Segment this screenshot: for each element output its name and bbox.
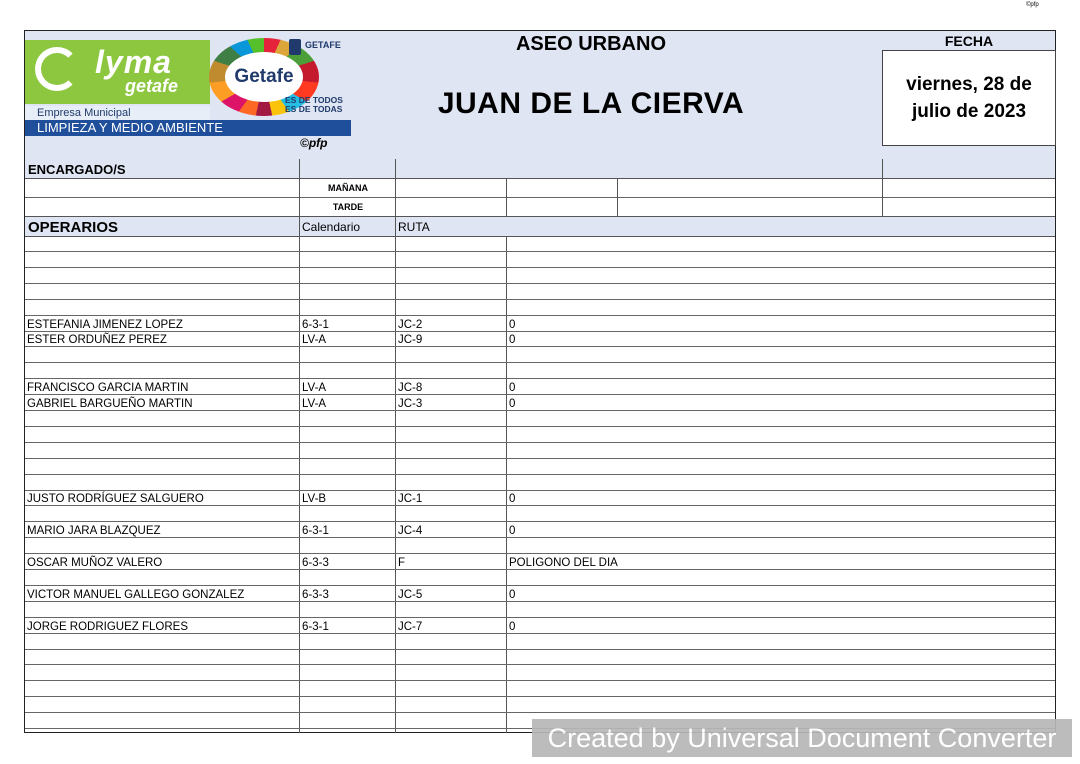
operator-route: JC-3 [398, 398, 423, 410]
corner-copyright: ©pfp [1026, 2, 1039, 8]
getafe-top-label: GETAFE [305, 40, 341, 50]
date-label: FECHA [944, 33, 994, 49]
shift-tarde-label: TARDE [332, 202, 364, 212]
operator-calendar: 6-3-1 [302, 525, 329, 538]
table-row [25, 522, 1055, 538]
operator-notes: 0 [509, 398, 516, 410]
table-row [25, 570, 1055, 586]
operator-calendar: LV-B [302, 493, 327, 506]
table-row [25, 665, 1055, 681]
table-row [25, 427, 1055, 443]
table-row [25, 586, 1055, 602]
column-calendario: Calendario [302, 220, 361, 234]
table-row [25, 379, 1055, 395]
operator-calendar: LV-A [302, 334, 327, 347]
table-row [25, 331, 1055, 347]
table-row [25, 475, 1055, 491]
shift-manana-label: MAÑANA [328, 183, 368, 193]
logo-area [25, 38, 351, 136]
operator-route: JC-5 [398, 588, 423, 601]
operator-calendar: 6-3-3 [302, 557, 329, 569]
date-value: viernes, 28 de julio de 2023 [882, 50, 1056, 146]
operator-name: FRANCISCO GARCIA MARTIN [27, 382, 189, 395]
operarios-label: OPERARIOS [28, 219, 119, 236]
empresa-label: Empresa Municipal [25, 106, 210, 120]
table-row [25, 268, 1055, 284]
operator-route: JC-8 [398, 382, 423, 395]
getafe-wordmark: Getafe [234, 66, 294, 87]
operator-notes: 0 [509, 588, 516, 601]
getafe-slogan: ES DE TODOS ES DE TODAS [285, 95, 343, 114]
operator-route: JC-4 [398, 525, 423, 538]
pfp-mark: ©pfp [300, 136, 328, 150]
table-row [25, 538, 1055, 554]
operator-notes: 0 [509, 525, 516, 538]
operator-notes: POLIGONO DEL DIA [509, 557, 618, 569]
limpieza-label: LIMPIEZA Y MEDIO AMBIENTE [25, 120, 351, 136]
operator-name: JORGE RODRIGUEZ FLORES [27, 620, 189, 633]
table-row [25, 284, 1055, 300]
table-row [25, 236, 1055, 252]
encargados-shift-rows [25, 179, 1055, 216]
operator-name: VICTOR MANUEL GALLEGO GONZALEZ [27, 588, 245, 601]
operator-route: JC-7 [398, 620, 423, 633]
operator-name: OSCAR MUÑOZ VALERO [27, 557, 163, 569]
operator-calendar: 6-3-3 [302, 588, 329, 601]
operator-name: MARIO JARA BLAZQUEZ [27, 525, 161, 538]
operator-route: JC-1 [398, 493, 423, 506]
operator-route: JC-9 [398, 334, 423, 347]
table-row [25, 490, 1055, 506]
operator-notes: 0 [509, 620, 516, 633]
table-row [25, 300, 1055, 316]
table-row [25, 252, 1055, 268]
lyma-logo [25, 40, 210, 104]
operator-notes: 0 [509, 318, 516, 331]
table-row [25, 411, 1055, 427]
table-row [25, 634, 1055, 650]
watermark: Created by Universal Document Converter [532, 719, 1072, 757]
table-row [25, 347, 1055, 363]
encargados-header-row [25, 159, 1055, 179]
table-row [25, 316, 1055, 332]
table-row [25, 697, 1055, 713]
table-row [25, 649, 1055, 665]
operator-name: JUSTO RODRÍGUEZ SALGUERO [27, 493, 204, 506]
operator-notes: 0 [509, 382, 516, 395]
lyma-subbrand: getafe [125, 76, 179, 96]
table-row [25, 443, 1055, 459]
page-title: JUAN DE LA CIERVA [437, 87, 745, 120]
operator-calendar: LV-A [302, 382, 327, 395]
sheet-header [25, 31, 1055, 160]
operator-notes: 0 [509, 334, 516, 347]
table-row [25, 618, 1055, 634]
operator-route: JC-2 [398, 318, 423, 331]
operator-calendar: LV-A [302, 398, 327, 410]
operator-name: ESTEFANIA JIMENEZ LOPEZ [27, 318, 183, 331]
table-row [25, 395, 1055, 411]
daily-sheet [24, 30, 1056, 733]
operator-route: F [398, 557, 406, 569]
table-row [25, 363, 1055, 379]
table-row [25, 681, 1055, 697]
column-ruta: RUTA [398, 220, 430, 234]
department-title: ASEO URBANO [515, 33, 666, 55]
lyma-brand: lyma [95, 44, 172, 80]
operarios-table [25, 236, 1055, 733]
operator-calendar: 6-3-1 [302, 318, 329, 331]
operator-name: ESTER ORDUÑEZ PEREZ [27, 334, 167, 347]
table-row [25, 459, 1055, 475]
encargados-label: ENCARGADO/S [28, 162, 126, 177]
table-row [25, 602, 1055, 618]
table-row [25, 554, 1055, 570]
lyma-swirl-icon [35, 47, 79, 91]
table-row [25, 506, 1055, 522]
operator-notes: 0 [509, 493, 516, 506]
operator-name: GABRIEL BARGUEÑO MARTIN [27, 398, 193, 410]
operator-calendar: 6-3-1 [302, 620, 329, 633]
operarios-header-row [25, 216, 1055, 237]
